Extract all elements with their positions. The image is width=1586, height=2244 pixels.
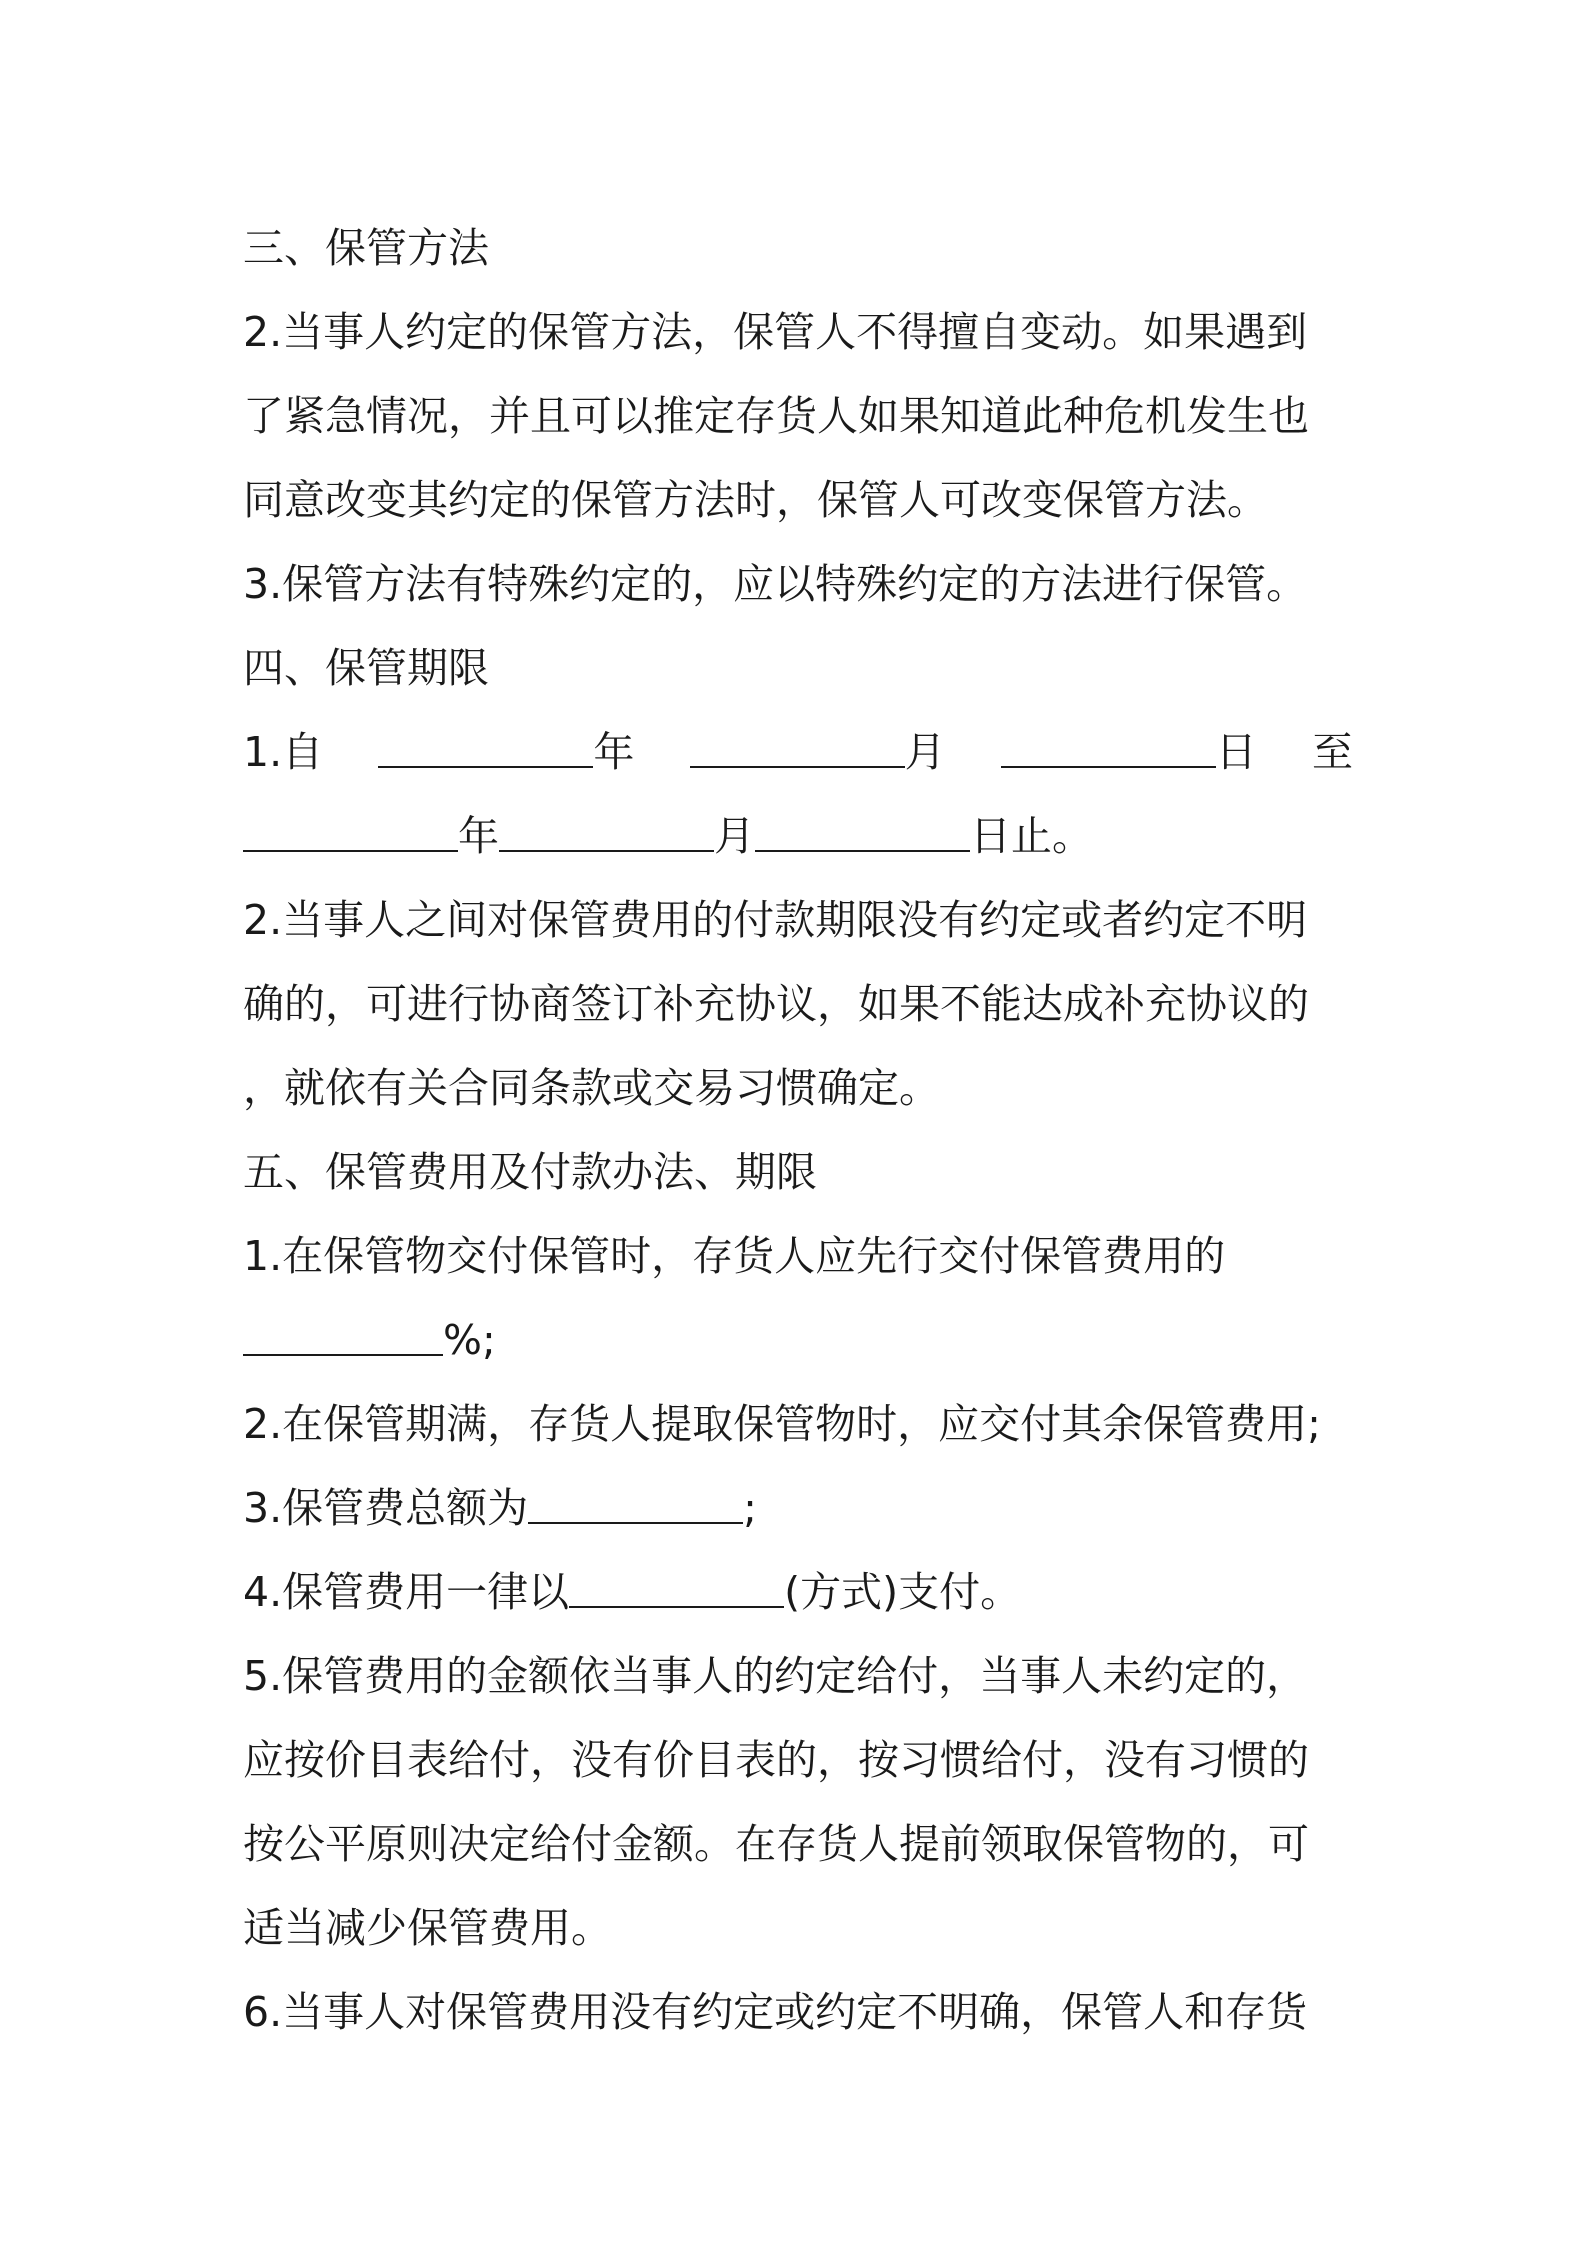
section-heading-4: 四、保管期限 bbox=[243, 644, 489, 692]
end-year-label: 年 bbox=[458, 812, 499, 860]
clause-3-2-line-2: 了紧急情况，并且可以推定存货人如果知道此种危机发生也 bbox=[243, 392, 1309, 440]
section-heading-3: 三、保管方法 bbox=[243, 224, 489, 272]
section-heading-5: 五、保管费用及付款办法、期限 bbox=[243, 1148, 817, 1196]
text: 2.当事人约定的保管方法，保管人不得擅自变动。如果遇到 bbox=[243, 308, 1308, 356]
clause-4-1-line-1 bbox=[243, 710, 1353, 794]
clause-5-5-line-2: 应按价目表给付，没有价目表的，按习惯给付，没有习惯的 bbox=[243, 1736, 1309, 1784]
clause-4-2-line-3: ，就依有关合同条款或交易习惯确定。 bbox=[243, 1064, 940, 1112]
clause-5-1-line-1 bbox=[243, 1214, 1353, 1298]
end-day-blank bbox=[755, 794, 970, 878]
month-group bbox=[690, 710, 946, 794]
payment-method-blank bbox=[569, 1550, 784, 1634]
day-blank bbox=[1001, 710, 1216, 794]
day-group bbox=[1001, 710, 1257, 794]
total-fee-blank bbox=[528, 1466, 743, 1550]
year-group bbox=[378, 710, 634, 794]
clause-4-2-line-1: 2.当事人之间对保管费用的付款期限没有约定或者约定不明 bbox=[243, 896, 1308, 944]
clause-5-4 bbox=[243, 1550, 1353, 1634]
year-blank bbox=[378, 710, 593, 794]
date-to-label: 至 bbox=[1312, 728, 1353, 776]
end-year-blank bbox=[243, 794, 458, 878]
month-blank bbox=[690, 710, 905, 794]
clause-3-3: 3.保管方法有特殊约定的，应以特殊约定的方法进行保管。 bbox=[243, 560, 1308, 608]
clause-5-5-line-1: 5.保管费用的金额依当事人的约定给付，当事人未约定的， bbox=[243, 1652, 1308, 1700]
end-month-label: 月 bbox=[714, 812, 755, 860]
clause-4-1-line-2 bbox=[243, 794, 1353, 878]
clause-5-3 bbox=[243, 1466, 1353, 1550]
payment-method-label: 4.保管费用一律以 bbox=[243, 1568, 570, 1616]
day-label: 日 bbox=[1215, 728, 1257, 776]
payment-method-suffix: (方式)支付。 bbox=[784, 1568, 1022, 1616]
date-from-label: 1.自 bbox=[243, 728, 324, 776]
clause-4-2-line-2: 确的，可进行协商签订补充协议，如果不能达成补充协议的 bbox=[243, 980, 1309, 1028]
clause-3-2-line-3: 同意改变其约定的保管方法时，保管人可改变保管方法。 bbox=[243, 476, 1268, 524]
clause-5-2: 2.在保管期满，存货人提取保管物时，应交付其余保管费用; bbox=[243, 1400, 1321, 1448]
text: 1.在保管物交付保管时，存货人应先行交付保管费用的 bbox=[243, 1232, 1226, 1280]
percent-suffix: %; bbox=[443, 1316, 496, 1364]
year-label: 年 bbox=[593, 728, 635, 776]
deposit-percent-blank bbox=[243, 1298, 443, 1382]
month-label: 月 bbox=[904, 728, 946, 776]
end-day-label: 日止。 bbox=[970, 812, 1093, 860]
clause-5-5-line-3: 按公平原则决定给付金额。在存货人提前领取保管物的，可 bbox=[243, 1820, 1309, 1868]
total-fee-suffix: ; bbox=[743, 1484, 757, 1532]
total-fee-label: 3.保管费总额为 bbox=[243, 1484, 529, 1532]
clause-5-1-line-2 bbox=[243, 1298, 1353, 1382]
clause-5-6-line-1: 6.当事人对保管费用没有约定或约定不明确，保管人和存货 bbox=[243, 1988, 1308, 2036]
clause-5-5-line-4: 适当减少保管费用。 bbox=[243, 1904, 612, 1952]
clause-3-2-line-1 bbox=[243, 290, 1353, 374]
end-month-blank bbox=[499, 794, 714, 878]
